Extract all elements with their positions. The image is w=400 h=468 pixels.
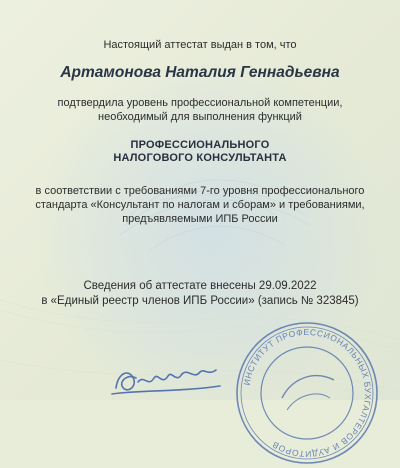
- intro-text: Настоящий аттестат выдан в том, что: [103, 39, 297, 51]
- qualification-title-line-1: ПРОФЕССИОНАЛЬНОГО: [130, 139, 270, 151]
- holder-name: Артамонова Наталия Геннадьевна: [60, 64, 340, 81]
- stamp-text: ИНСТИТУТ ПРОФЕССИОНАЛЬНЫХ БУХГАЛТЕРОВ И АУДИТОРОВ: [241, 326, 374, 460]
- standard-line-3: предъявляемыми ИПБ России: [122, 213, 278, 225]
- registry-line-1: Сведения об аттестате внесены 29.09.2022: [83, 280, 317, 292]
- confirm-line-2: необходимый для выполнения функций: [98, 111, 302, 123]
- registry-line-2: в «Единый реестр членов ИПБ России» (запись № 323845): [41, 295, 359, 307]
- official-stamp: [232, 318, 382, 468]
- standard-line-1: в соответствии с требованиями 7-го уровня профессионального: [35, 185, 365, 197]
- standard-line-2: стандарта «Консультант по налогам и сборам» и требованиями,: [35, 199, 365, 211]
- confirm-line-1: подтвердила уровень профессиональной компетенции,: [57, 97, 343, 109]
- qualification-title-line-2: НАЛОГОВОГО КОНСУЛЬТАНТА: [113, 152, 287, 164]
- handwritten-signature: [108, 358, 228, 400]
